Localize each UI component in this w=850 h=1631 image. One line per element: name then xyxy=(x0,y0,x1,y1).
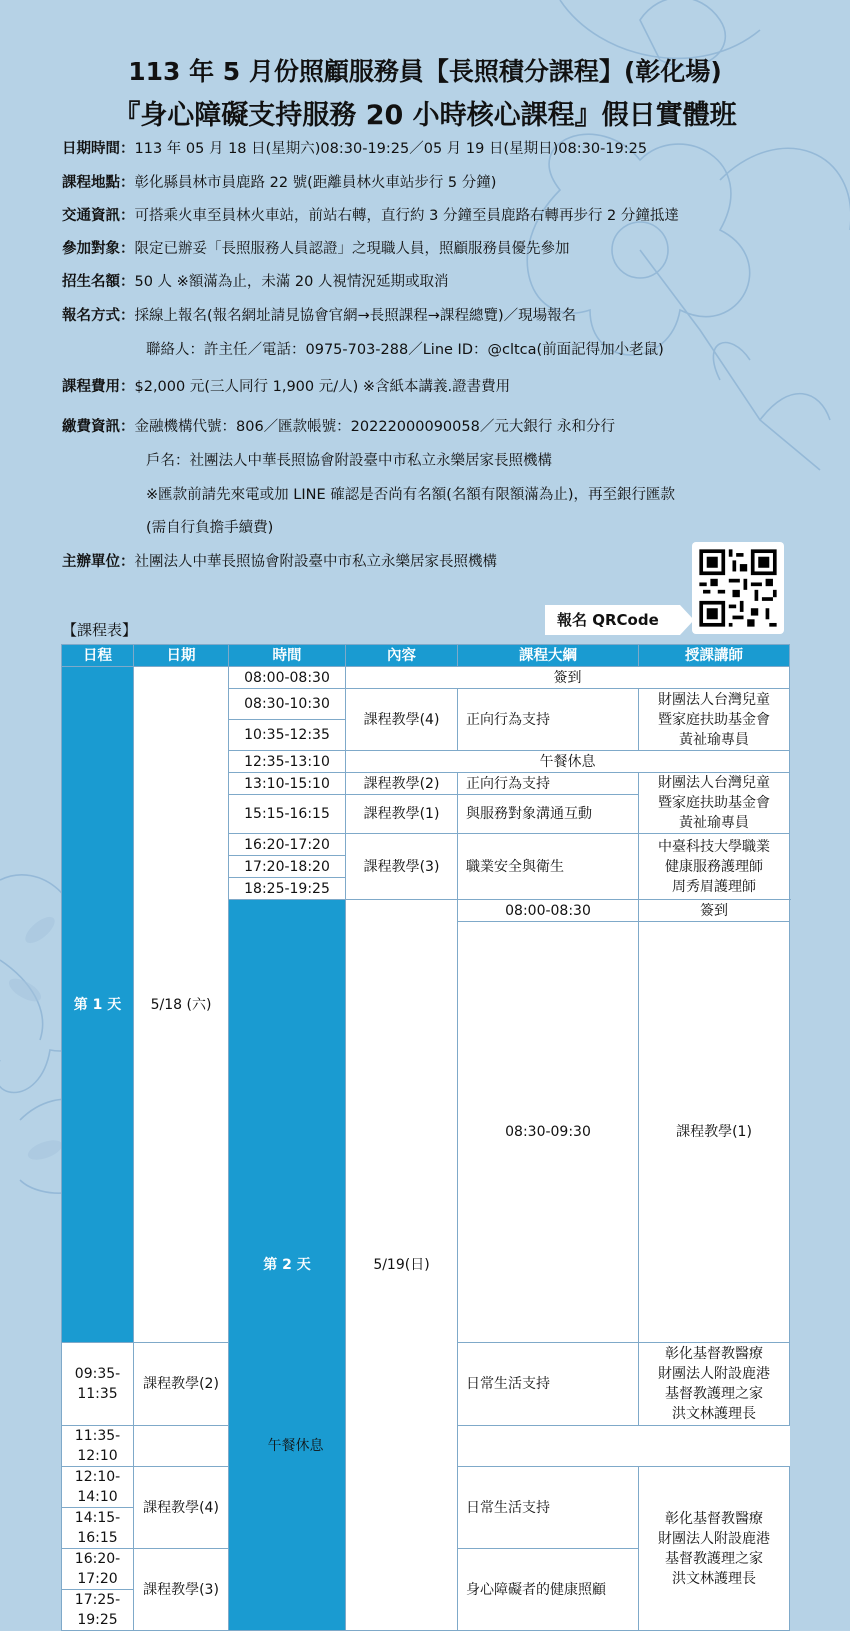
quota-value: 50 人 ※額滿為止，未滿 20 人視情況延期或取消 xyxy=(134,274,449,290)
checkin-cell: 簽到 xyxy=(639,900,790,922)
outline-cell: 身心障礙者的健康照顧 xyxy=(458,1549,639,1631)
signup-value: 採線上報名(報名網址請見協會官網→長照課程→課程總覽)／現場報名 xyxy=(134,308,577,324)
info-host xyxy=(62,552,497,572)
table-header-row xyxy=(62,645,790,667)
qr-code-label: 報名 QRCode xyxy=(545,605,680,635)
lecturer-line: 暨家庭扶助基金會 xyxy=(658,795,770,811)
info-payment xyxy=(62,417,615,437)
lecturer-line: 黃祉瑜專員 xyxy=(679,815,749,831)
lecturer-cell xyxy=(639,1467,790,1631)
lecturer-line: 財團法人台灣兒童 xyxy=(658,691,770,708)
lecturer-line: 財團法人附設鹿港 xyxy=(658,1366,770,1382)
time-cell: 16:20-17:20 xyxy=(229,834,346,856)
lecturer-line: 黃祉瑜專員 xyxy=(679,731,749,748)
lecturer-line: 彰化基督教醫療 xyxy=(665,1346,763,1362)
signup-qr-code[interactable] xyxy=(692,542,784,634)
info-signup xyxy=(62,306,576,326)
outline-cell: 與服務對象溝通互動 xyxy=(458,795,639,834)
lecturer-cell xyxy=(639,689,790,751)
info-target xyxy=(62,239,570,259)
lecturer-line: 洪文林護理長 xyxy=(672,1406,756,1422)
time-cell: 08:30-09:30 xyxy=(458,922,639,1343)
date-cell: 5/19(日) xyxy=(346,900,458,1631)
time-cell: 08:00-08:30 xyxy=(229,667,346,689)
lecturer-cell xyxy=(639,773,790,834)
content-cell: 課程教學(1) xyxy=(639,922,790,1343)
table-row xyxy=(62,667,790,689)
time-cell: 14:15-16:15 xyxy=(62,1508,134,1549)
lecturer-line: 洪文林護理長 xyxy=(672,1570,756,1587)
target-value: 限定已辦妥「長照服務人員認證」之現職人員，照顧服務員優先參加 xyxy=(134,241,570,257)
time-cell: 09:35-11:35 xyxy=(62,1343,134,1426)
info-fee xyxy=(62,377,510,397)
checkin-cell: 簽到 xyxy=(346,667,790,689)
traffic-value: 可搭乘火車至員林火車站，前站右轉，直行約 3 分鐘至員鹿路右轉再步行 2 分鐘抵達 xyxy=(134,208,679,224)
outline-cell: 日常生活支持 xyxy=(458,1467,639,1549)
fee-label: 課程費用： xyxy=(62,379,135,395)
lecturer-line: 彰化基督教醫療 xyxy=(665,1510,763,1527)
day-cell: 第 1 天 xyxy=(62,667,134,1343)
content-cell: 課程教學(4) xyxy=(134,1467,229,1549)
outline-cell: 職業安全與衛生 xyxy=(458,834,639,900)
course-schedule-table xyxy=(61,644,790,1631)
time-cell: 13:10-15:10 xyxy=(229,773,346,795)
outline-cell: 正向行為支持 xyxy=(458,773,639,795)
date-label: 日期時間： xyxy=(62,141,135,157)
time-cell: 16:20-17:20 xyxy=(62,1549,134,1590)
lecturer-line: 財團法人台灣兒童 xyxy=(658,775,770,791)
info-account-name: 戶名：社團法人中華長照協會附設臺中市私立永樂居家長照機構 xyxy=(146,453,552,469)
header-outline: 課程大綱 xyxy=(458,645,639,667)
place-label: 課程地點： xyxy=(62,175,135,191)
target-label: 參加對象： xyxy=(62,241,135,257)
info-contact: 聯絡人：許主任／電話：0975-703-288／Line ID：@cltca(前面記得加小老鼠) xyxy=(146,342,664,358)
time-cell: 08:00-08:30 xyxy=(458,900,639,922)
signup-label: 報名方式： xyxy=(62,308,135,324)
payment-label: 繳費資訊： xyxy=(62,419,135,435)
page-title: 113 年 5 月份照顧服務員【長照積分課程】(彰化場) xyxy=(128,57,722,86)
time-cell: 12:10-14:10 xyxy=(62,1467,134,1508)
content-cell: 課程教學(2) xyxy=(134,1343,229,1426)
lecturer-line: 周秀眉護理師 xyxy=(672,878,756,895)
date-value: 113 年 05 月 18 日(星期六)08:30-19:25／05 月 19 日(星期日)08:30-19:25 xyxy=(134,141,648,157)
header-date: 日期 xyxy=(134,645,229,667)
time-cell: 17:20-18:20 xyxy=(229,856,346,878)
time-cell: 11:35-12:10 xyxy=(62,1426,134,1467)
lecturer-cell xyxy=(639,834,790,900)
lecturer-line: 基督教護理之家 xyxy=(665,1386,763,1402)
info-fee-note: (需自行負擔手續費) xyxy=(146,520,274,536)
header-time: 時間 xyxy=(229,645,346,667)
info-payment-note: ※匯款前請先來電或加 LINE 確認是否尚有名額(名額有限額滿為止)，再至銀行匯款 xyxy=(146,487,676,503)
header-lecturer: 授課講師 xyxy=(639,645,790,667)
time-cell: 18:25-19:25 xyxy=(229,878,346,900)
lecturer-line: 基督教護理之家 xyxy=(665,1550,763,1567)
time-cell: 15:15-16:15 xyxy=(229,795,346,834)
header-content: 內容 xyxy=(346,645,458,667)
lecturer-line: 財團法人附設鹿港 xyxy=(658,1530,770,1547)
schedule-title: 【課程表】 xyxy=(62,621,138,639)
lunch-cell: 午餐休息 xyxy=(134,1426,458,1467)
time-cell: 08:30-10:30 xyxy=(229,689,346,720)
host-value: 社團法人中華長照協會附設臺中市私立永樂居家長照機構 xyxy=(134,554,497,570)
quota-label: 招生名額： xyxy=(62,274,135,290)
outline-cell: 正向行為支持 xyxy=(458,689,639,751)
lunch-cell: 午餐休息 xyxy=(346,751,790,773)
time-cell: 17:25-19:25 xyxy=(62,1590,134,1631)
date-cell: 5/18 (六) xyxy=(134,667,229,1343)
table-row xyxy=(62,1426,790,1467)
day-cell: 第 2 天 xyxy=(229,900,346,1631)
time-cell: 10:35-12:35 xyxy=(229,720,346,751)
lecturer-line: 暨家庭扶助基金會 xyxy=(658,711,770,728)
content-cell: 課程教學(1) xyxy=(346,795,458,834)
qr-code-pattern xyxy=(692,542,784,634)
outline-cell: 日常生活支持 xyxy=(458,1343,639,1426)
content-cell: 課程教學(3) xyxy=(134,1549,229,1631)
lecturer-line: 中臺科技大學職業 xyxy=(658,838,770,855)
lecturer-cell xyxy=(639,1343,790,1426)
info-quota xyxy=(62,272,449,292)
payment-value: 金融機構代號：806／匯款帳號：20222000090058／元大銀行 永和分行 xyxy=(134,419,615,435)
traffic-label: 交通資訊： xyxy=(62,208,135,224)
info-date xyxy=(62,139,647,159)
lecturer-line: 健康服務護理師 xyxy=(665,858,763,875)
place-value: 彰化縣員林市員鹿路 22 號(距離員林火車站步行 5 分鐘) xyxy=(134,175,497,191)
time-cell: 12:35-13:10 xyxy=(229,751,346,773)
content-cell: 課程教學(3) xyxy=(346,834,458,900)
host-label: 主辦單位： xyxy=(62,554,135,570)
content-cell: 課程教學(2) xyxy=(346,773,458,795)
header-day: 日程 xyxy=(62,645,134,667)
info-traffic xyxy=(62,206,679,226)
page-subtitle: 『身心障礙支持服務 20 小時核心課程』假日實體班 xyxy=(113,100,737,131)
info-place xyxy=(62,173,496,193)
content-cell: 課程教學(4) xyxy=(346,689,458,751)
fee-value: $2,000 元(三人同行 1,900 元/人) ※含紙本講義.證書費用 xyxy=(134,379,511,395)
